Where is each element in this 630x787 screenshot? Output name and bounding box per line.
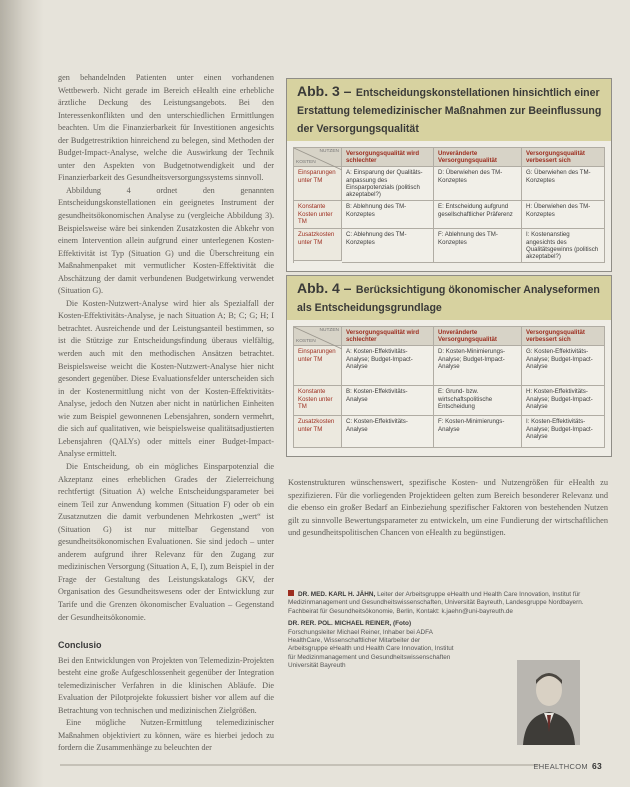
matrix-cell: B: Ablehnung des TM-Konzeptes	[342, 201, 434, 229]
corner-label-cost: KOSTEN	[296, 160, 316, 166]
matrix-cell: C: Ablehnung des TM-Konzeptes	[342, 229, 434, 263]
left-text-column	[58, 72, 274, 755]
row-header: Einsparungen unter TM	[294, 167, 342, 201]
column-header: Unveränderte Versorgungsqualität	[434, 327, 522, 346]
page-number: 63	[591, 761, 602, 771]
body-paragraph: Eine mögliche Nutzen-Ermittlung telemedizinischer Maßnahmen objektiviert zu können, wäre es hierbei jedoch zu fordern die Zusammenhänge zu beleuchten der	[58, 718, 274, 753]
portrait-silhouette	[517, 660, 580, 745]
matrix-cell: C: Kosten-Effektivitäts-Analyse	[342, 416, 434, 448]
column-header: Versorgungsqualität verbessert sich	[522, 148, 605, 167]
row-header: Zusatzkosten unter TM	[294, 229, 342, 261]
matrix-cell: I: Kosten-Effektivitäts-Analyse; Budget-Impact-Analyse	[522, 416, 605, 448]
bullet-square-icon	[288, 590, 294, 596]
author-name: DR. RER. POL. MICHAEL REINER, (Foto)	[288, 620, 412, 628]
corner-label-benefit: NUTZEN	[319, 328, 339, 333]
magazine-name: EHEALTHCOM	[533, 762, 588, 771]
figure-title-band	[287, 79, 611, 141]
author-2	[288, 620, 456, 670]
matrix-cell: D: Überwiehen des TM-Konzeptes	[434, 167, 522, 201]
corner-label-cost: KOSTEN	[296, 339, 316, 345]
page-spine-shadow	[0, 0, 44, 787]
row-header: Einsparungen unter TM	[294, 346, 342, 386]
matrix-cell: I: Kostenanstieg angesichts des Qualitätsgewinns (politisch akzeptabel?)	[522, 229, 605, 263]
column-header: Unveränderte Versorgungsqualität	[434, 148, 522, 167]
figure-title-band	[287, 276, 611, 320]
column-header: Versorgungsqualität verbessert sich	[522, 327, 605, 346]
body-paragraph: Die Entscheidung, ob ein mögliches Einsparpotenzial die Akzeptanz eines erheblichen Grades der Zielerreichung rechtfertigt (Situation A) welche Entscheidungsparameter bei einem Teil zur Anwendung kommen (Situation F) oder ob ein Zusatznutzen die damit verbundenen Mehrkosten „wert“ ist (Situation G) ist nur mittelbar Gegenstand von gesundheitsökonomischen Evaluationen. Sie sind jedoch – unter anderem aufgrund ihrer Relevanz für den Zugang zur medizinischen Versorgung (Situation A, E, I), zum Beispiel in der Frage der Gestaltung des Leistungskatalogs GKV, der Organisation des Gesundheitswesens oder der Entwicklung zur Tarife und die Grenzen ökonomischer Evaluation – Gegenstand der Gesundheitsökonomie.	[58, 461, 274, 622]
matrix-cell: F: Kosten-Minimierungs-Analyse	[434, 416, 522, 448]
matrix-cell: E: Entscheidung aufgrund gesellschaftlicher Präferenz	[434, 201, 522, 229]
author-portrait-photo	[517, 660, 580, 745]
matrix-cell: F: Ablehnung des TM-Konzeptes	[434, 229, 522, 263]
right-text-column	[288, 477, 608, 540]
matrix-cell: A: Einsparung der Qualitäts-anpassung des Einsparpotenzials (politisch akzeptabel?)	[342, 167, 434, 201]
body-paragraph: Abbildung 4 ordnet den genannten Entscheidungskonstellationen ein geeignetes Instrument der gesundheitsökonomischen Analyse zu (vergleiche Abbildung 3). Beispielsweise wäre bei sinkenden Zusatzkosten die Abkehr von einem Intervention allein aufgrund einer unterlegenen Kosten-Effektivität ist Typ (Situation G) und die Überschreitung ein Maßnahmenpaket mit vermutlicher Kosten-Effektivität die Abschätzung der damit verbundenen Budgetwirkung verwendet (Situation G).	[58, 185, 274, 296]
body-paragraph: Kostenstrukturen wünschenswert, spezifische Kosten- und Nutzengrößen für eHealth zu spezifizieren. Für die vorliegenden Projektideen gelten zum Bereich besonderer Relevanz und die ebenso ein großer Bedarf an Einbeziehung spezifischer Faktoren von bestehenden Nutzen gilt zu sinnvolle Bewertungsparameter zu entwickeln, um eine Fundierung der wirtschaftlichen und gesundheitspolitischen Chancen von eHealth zu begünstigen.	[288, 478, 608, 538]
body-paragraph: Die Kosten-Nutzwert-Analyse wird hier als Spezialfall der Kosten-Effektivitäts-Analyse, je nach Situation A; B; C; G; H; I betrachtet. Ausreichende und der Leistungsanteil bestimmen, so ist die Stützige zur Entscheidungsfindung überaus vielfältig, werden auch mit den methodischen Ansätzen betrachtet. Beispielsweise weicht die Kosten-Nutzwert-Analyse hier nicht gesondert gegenüber. Diese Evaluationsfelder unterscheiden sich in der Kostenermittlung nicht von der Kosten-Effektivitäts-Analyse, jedoch den Nutzen aber nicht in natürlichen Einheiten wie zum Beispiel gewonnenen Lebensjahren, sondern vermehrt, die sich auf qualitativen, wie beispielsweise qualitätsadjustierten Lebensjahren (QALYs) oder mittels einer Budget-Impact-Analyse ermittelt.	[58, 298, 274, 459]
corner-label-benefit: NUTZEN	[319, 149, 339, 154]
matrix-cell: D: Kosten-Minimierungs-Analyse; Budget-Impact-Analyse	[434, 346, 522, 386]
row-header: Zusatzkosten unter TM	[294, 416, 342, 448]
figure-3-box	[286, 78, 612, 272]
figure-number: Abb. 4 –	[297, 280, 352, 296]
matrix-cell: B: Kosten-Effektivitäts-Analyse	[342, 386, 434, 416]
matrix-corner-cell	[294, 148, 342, 167]
author-bio: Forschungsleiter Michael Reiner, Inhaber bei ADFA HealthCare, Wissenschaftlicher Mitarbeiter der Arbeitsgruppe eHealth und Health Care Innovation, Institut für Medizinmanagement und Gesundheitswissenschaften Universität Bayreuth	[288, 628, 454, 670]
author-notes	[288, 590, 608, 671]
row-header: Konstante Kosten unter TM	[294, 201, 342, 229]
matrix-corner-cell	[294, 327, 342, 346]
row-header: Konstante Kosten unter TM	[294, 386, 342, 416]
body-paragraph: gen behandelnden Patienten unter einen vorhandenen Wettbewerb. Nicht gerade im Bereich eHealth eine erhebliche ärztliche Deckung des Leistungsangebots. Bei den Interessenkonflikten und den unterschiedlichen Ermittlungen beachten. Um die Finanzierbarkeit für Investitionen angesichts der Budgetrestriktion hinreichend zu belegen, sind Methoden der Budget-Impact-Analyse, welche die Auswirkung der Technik unter den Aspekten von Budgetnotwendigkeit und der Finanzierbarkeit des Gesundheitsversorgungssystems sinnvoll.	[58, 73, 274, 183]
author-bio: Leiter der Arbeitsgruppe eHealth und Health Care Innovation, Institut für Medizinmanagement und Gesundheitswissenschaften, Universität Bayreuth, Landesgruppe Nordbayern. Fachbeirat für Gesundheitsökonomie, Berlin, Kontakt: k.jaehn@uni-bayreuth.de	[288, 591, 584, 615]
section-heading-conclusio: Conclusio	[58, 640, 102, 651]
figure-number: Abb. 3 –	[297, 83, 352, 99]
matrix-cell: G: Überwiehen des TM-Konzeptes	[522, 167, 605, 201]
figure-title: Berücksichtigung ökonomischer Analyseformen als Entscheidungsgrundlage	[297, 284, 600, 314]
matrix-cell: E: Grund- bzw. wirtschaftspolitische Entscheidung	[434, 386, 522, 416]
page-footer	[533, 761, 602, 771]
figure-4-box	[286, 275, 612, 457]
figure-title: Entscheidungskonstellationen hinsichtlich einer Erstattung telemedizinischer Maßnahmen zur Beeinflussung der Versorgungsqualität	[297, 87, 602, 135]
matrix-cell: A: Kosten-Effektivitäts-Analyse; Budget-Impact-Analyse	[342, 346, 434, 386]
matrix-cell: H: Kosten-Effektivitäts-Analyse; Budget-Impact-Analyse	[522, 386, 605, 416]
matrix-cell: H: Überwiehen des TM-Konzeptes	[522, 201, 605, 229]
body-paragraph: Bei den Entwicklungen von Projekten von Telemedizin-Projekten besteht eine große Aufgeschlossenheit gegenüber der Integration telemedizinischer Verfahren in die klinischen Abläufe. Die Evaluation der Pilotprojekte fokussiert bisher vor allem auf die Betrachtung von technischen und medizinischen Zielgrößen.	[58, 655, 274, 715]
analysis-matrix-table	[293, 326, 605, 448]
author-1	[288, 590, 608, 616]
author-name: DR. MED. KARL H. JÄHN,	[298, 591, 376, 598]
column-header: Versorgungsqualität wird schlechter	[342, 327, 434, 346]
decision-matrix-table	[293, 147, 605, 263]
column-header: Versorgungsqualität wird schlechter	[342, 148, 434, 167]
matrix-cell: G: Kosten-Effektivitäts-Analyse; Budget-Impact-Analyse	[522, 346, 605, 386]
footer-rule	[60, 764, 540, 766]
